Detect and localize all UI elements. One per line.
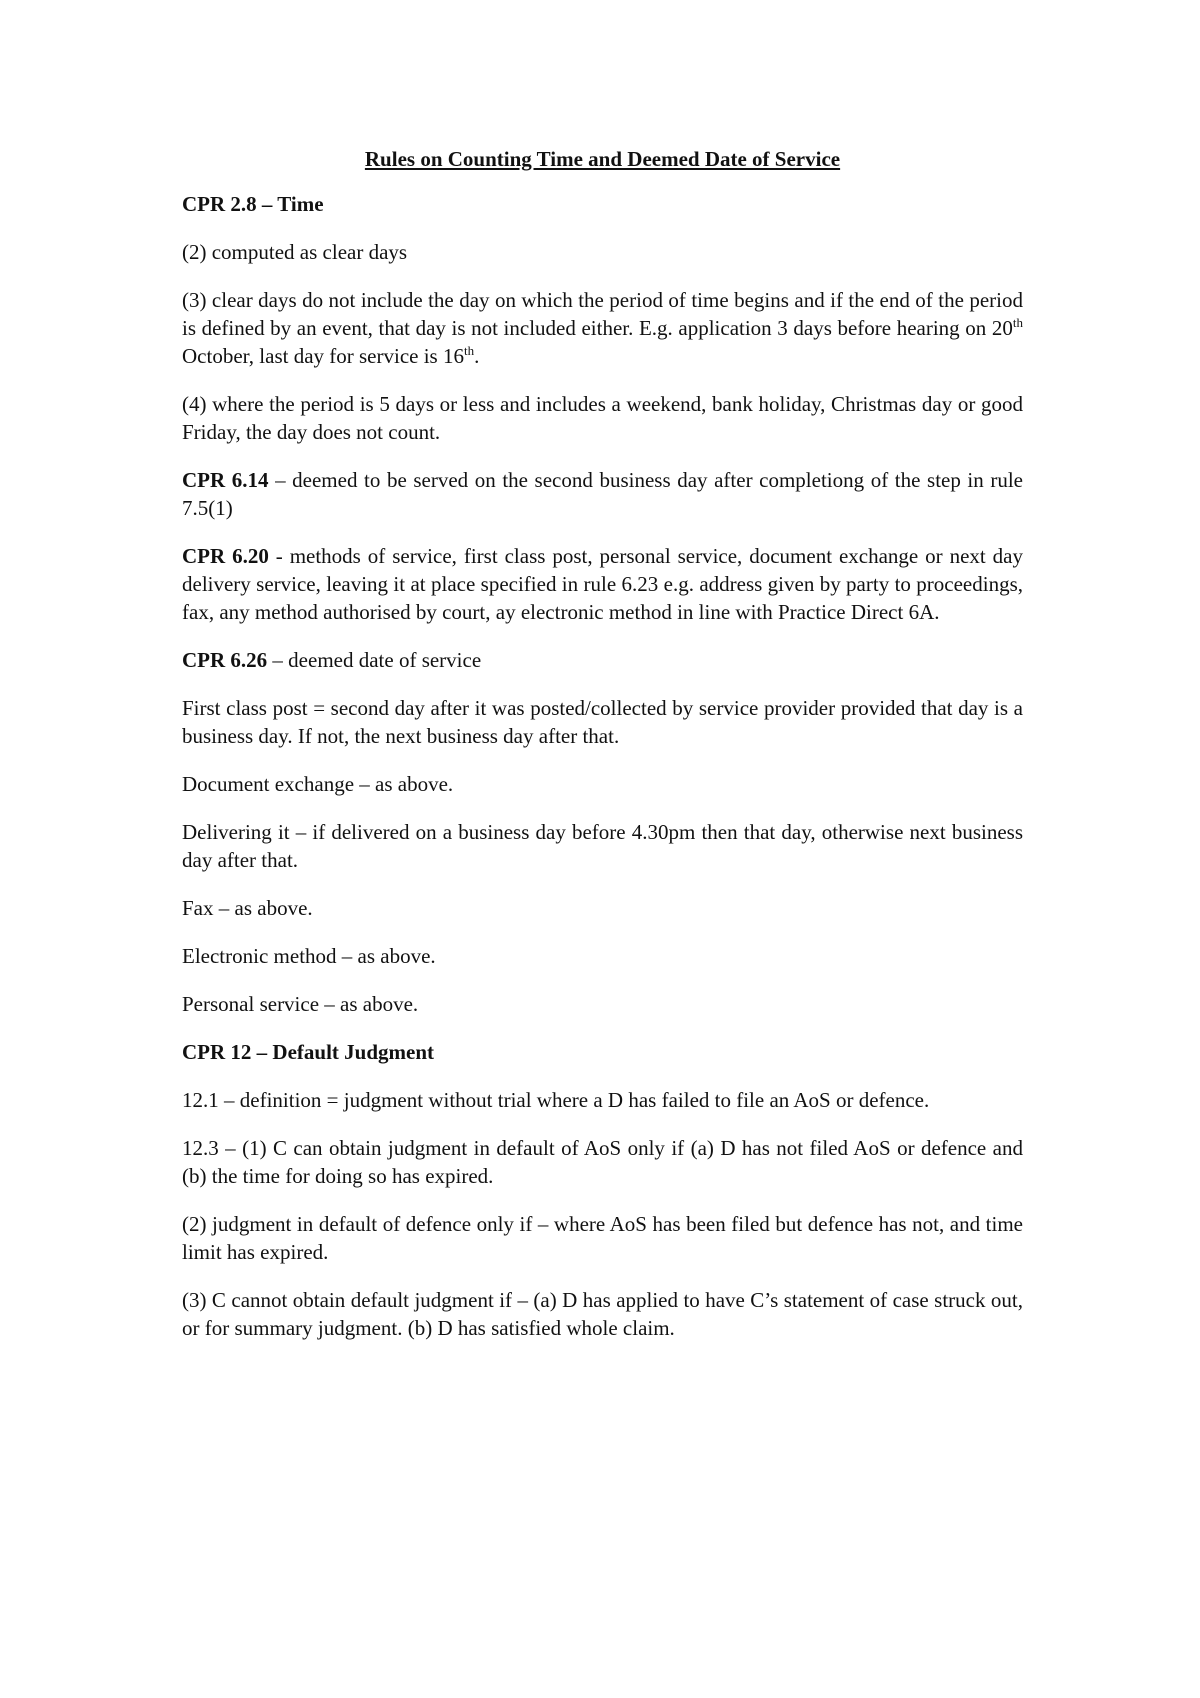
heading-cpr-2-8: CPR 2.8 – Time — [182, 192, 324, 216]
paragraph-cpr-12-3-2: (2) judgment in default of defence only if – where AoS has been filed but defence has not, and time limit has expired. — [182, 1212, 1023, 1264]
rule-text: – deemed to be served on the second business day after completiong of the step in rule 7.5(1) — [182, 468, 1023, 520]
paragraph-electronic-method: Electronic method – as above. — [182, 944, 436, 968]
text-run: (3) clear days do not include the day on which the period of time begins and if the end of the period is defined by an event, that day is not included either. E.g. application 3 days before hearing on 20 — [182, 288, 1023, 340]
paragraph-first-class-post: First class post = second day after it was posted/collected by service provider provided that day is a business day. If not, the next business day after that. — [182, 696, 1023, 748]
rule-text: - methods of service, first class post, personal service, document exchange or next day delivery service, leaving it at place specified in rule 6.23 e.g. address given by party to proceedings, fax, any method authorised by court, ay electronic method in line with Practice Direct 6A. — [182, 544, 1023, 624]
paragraph-cpr-2-8-3 — [182, 286, 1023, 370]
paragraph-cpr-2-8-4: (4) where the period is 5 days or less and includes a weekend, bank holiday, Christmas day or good Friday, the day does not count. — [182, 392, 1023, 444]
paragraph-personal-service: Personal service – as above. — [182, 992, 419, 1016]
rule-label: CPR 6.20 — [182, 544, 269, 568]
rule-label: CPR 6.26 — [182, 648, 268, 672]
text-run: . — [474, 344, 480, 368]
heading-cpr-12: CPR 12 – Default Judgment — [182, 1040, 434, 1064]
paragraph-cpr-6-14 — [182, 466, 1023, 522]
paragraph-document-exchange: Document exchange – as above. — [182, 772, 454, 796]
paragraph-fax: Fax – as above. — [182, 896, 313, 920]
text-run: October, last day for service is 16 — [182, 344, 464, 368]
paragraph-cpr-12-3: 12.3 – (1) C can obtain judgment in default of AoS only if (a) D has not filed AoS or defence and (b) the time for doing so has expired. — [182, 1136, 1023, 1188]
document-title: Rules on Counting Time and Deemed Date of Service — [364, 147, 841, 171]
paragraph-cpr-2-8-2: (2) computed as clear days — [182, 240, 408, 264]
paragraph-cpr-12-1: 12.1 – definition = judgment without trial where a D has failed to file an AoS or defence. — [182, 1088, 930, 1112]
rule-label: CPR 6.14 — [182, 468, 269, 492]
rule-text: – deemed date of service — [267, 648, 482, 672]
paragraph-cpr-6-20 — [182, 542, 1023, 626]
superscript: th — [463, 343, 475, 358]
paragraph-delivering-it: Delivering it – if delivered on a business day before 4.30pm then that day, otherwise next business day after that. — [182, 820, 1023, 872]
paragraph-cpr-6-26 — [182, 646, 1023, 674]
paragraph-cpr-12-3-3: (3) C cannot obtain default judgment if – (a) D has applied to have C’s statement of case struck out, or for summary judgment. (b) D has satisfied whole claim. — [182, 1288, 1023, 1340]
superscript: th — [1012, 315, 1023, 330]
